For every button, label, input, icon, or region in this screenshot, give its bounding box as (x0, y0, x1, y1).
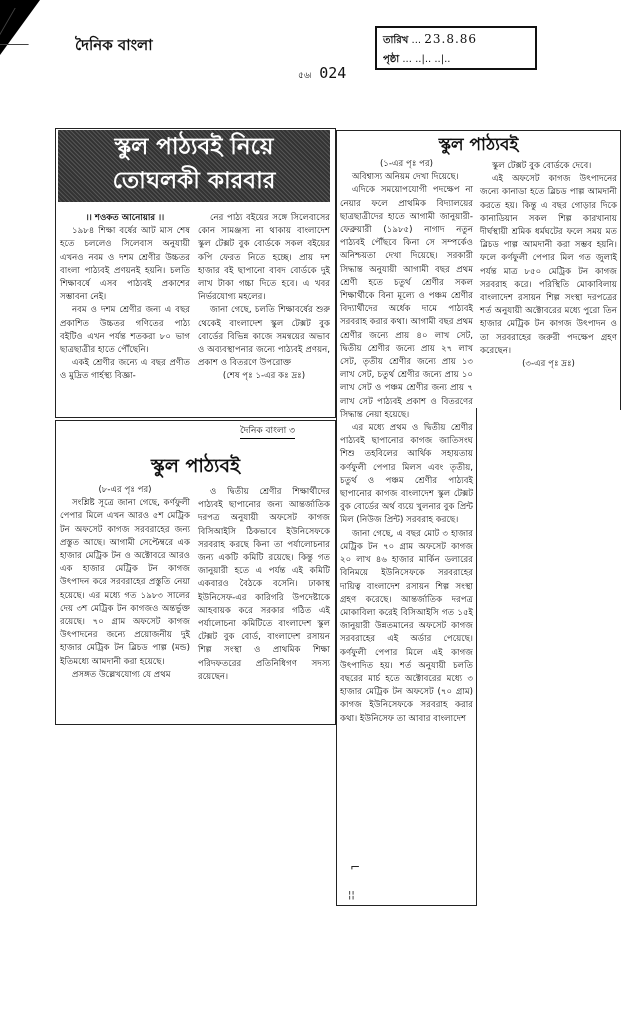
byline: ।। শওকত আনোয়ার ।। (85, 213, 165, 223)
article-2-column-1 (340, 158, 473, 726)
paragraph: জানা গেছে, চলতি শিক্ষাবর্ষের শুরু থেকেই বাংলাদেশ স্কুল টেক্সট বুক বোর্ডের বিভিন্ন কাজে সমন্বয়ের অভাব ও অব্যবস্থাপনার জন্যে পাঠ্যবই প্রণয়ন, প্রকাশ ও বিতরণে উপরোক্ত (198, 305, 330, 369)
paragraph: এদিকে সময়োপযোগী পদক্ষেপ না নেয়ার ফলে প্রাথমিক বিদ্যালয়ের ছাত্রছাত্রীদের হাতে আগামী জানুয়ারী-ফেব্রুয়ারী (১৯৮৫) নাগাদ নতুন পাঠ্যবই পৌঁছবে কিনা সে সম্পর্কেও অনিশ্চয়তা দেখা দিয়েছে। সরকারী সিদ্ধান্ত অনুযায়ী আগামী বছর প্রথম শ্রেণী হতে চতুর্থ শ্রেণীর সকল শিক্ষার্থীকে বিনা মূল্যে ও পঞ্চম শ্রেণীর বিদ্যার্থীদের অর্ধেক দামে পাঠ্যবই সরবরাহ করার কথা। আগামী বছর প্রথম শ্রেণীর জন্যে প্রায় ৪০ লাখ সেট, দ্বিতীয় শ্রেণীর জন্যে প্রায় ২৭ লাখ সেট, তৃতীয় শ্রেণীর জন্যে প্রায় ১৩ লাখ সেট, চতুর্থ শ্রেণীর জন্যে প্রায় ১০ লাখ সেট ও পঞ্চম শ্রেণীর জন্য প্রায় ৭ লাখ সেট পাঠ্যবই প্রকাশ ও বিতরণের সিদ্ধান্ত নেয়া হয়েছে। (340, 185, 473, 420)
paragraph: ও দ্বিতীয় শ্রেণীর শিক্ষার্থীদের পাঠ্যবই ছাপানোর জন্য আন্তর্জাতিক দরপত্র অনুযায়ী অফসেট কাগজ বিসিআইসি ঠিকভাবে ইউনিসেফকে সরবরাহ করছে কিনা তা পর্যালোচনার জন্য একটি কমিটি রয়েছে। কিন্তু গত জানুয়ারী হতে এ পর্যন্ত এই কমিটি একবারও বৈঠকে বসেনি। ঢাকাস্থ ইউনিসেফ-এর কারিগরি উপদেষ্টাকে আহবায়ক করে সরকার গঠিত এই পর্যালোচনা কমিটিতে বাংলাদেশ স্কুল টেক্সট বুক বোর্ড, বাংলাদেশ রসায়ন শিল্প সংস্থা ও প্রাথমিক শিক্ষা পরিদফতরের প্রতিনিধিগণ সদস্য রয়েছেন। (198, 487, 330, 682)
paragraph: স্কুল টেক্সট বুক বোর্ডকে দেবে। (492, 161, 592, 171)
article-1-column-1 (60, 212, 190, 384)
article-2-headline: স্কুল পাঠ্যবই (438, 135, 519, 155)
paragraph: নের পাঠ্য বইয়ের সঙ্গে সিলেবাসের কোন সামঞ্জস্য না থাকায় বাংলাদেশ স্কুল টেক্সট বুক বোর্ডকে সকল বইয়ের কপি ফেরত নিতে হচ্ছে। প্রায় দশ হাজার বই ছাপানো বাবদ বোর্ডকে দুই লাখ টাকা গচ্চা দিতে হবে। এ খবর নির্ভরযোগ্য মহলের। (198, 213, 330, 303)
paragraph: অবিশ্বাস্য অনিয়ম দেখা দিয়েছে। (352, 172, 459, 183)
continued-from-note: (৮-এর পৃঃ পর) (98, 485, 152, 495)
date-stamp: তারিখ ... 23.8.86 পৃষ্ঠা ... ..|.. ..|.. (375, 26, 537, 70)
article-1-headline (58, 130, 330, 202)
page-value: ..|.. ..|.. (415, 54, 451, 65)
paragraph: এই অফসেট কাগজ উৎপাদনের জন্যে কানাডা হতে ব্লিচড পাল্প আমদানী করতে হয়। কিন্তু এ বছর গোড়ার দিকে কানাডিয়ান সকল শিল্প কারখানায় দীর্ঘস্থায়ী শ্রমিক ধর্মঘটের ফলে সময় মত ব্লিচড পাল্প আমদানী করা সম্ভব হয়নি। ফলে কর্ণফুলী পেপার মিল গত জুলাই পর্যন্ত মাত্র ৮৫০ মেট্রিক টন কাগজ সরবরাহ করে। পরিস্থিতি মোকাবিলায় বাংলাদেশ রসায়ন শিল্প সংস্থা দরপত্রের শর্ত অনুযায়ী অক্টোবরের মধ্যে পুরো তিন হাজার মেট্রিক টন কাগজ উৎপাদন ও তা সরবরাহের জরুরী পদক্ষেপ গ্রহণ করেছেন। (480, 174, 617, 356)
page-number-value: 024 (319, 64, 347, 82)
pen-mark: ¦¦ (348, 890, 355, 901)
page-label: পৃষ্ঠা (383, 54, 400, 65)
paragraph: সংশ্লিষ্ট সূত্রে জানা গেছে, কর্ণফুলী পেপার মিলে এখন আরও ৫শ মেট্রিক টন অফসেট কাগজ সরবরাহের জন্য প্রস্তুত আছে। আগামী সেপ্টেম্বরে এক হাজার মেট্রিক টন ও অক্টোবরে আরও এক হাজার মেট্রিক টন কাগজ উৎপাদন করে সরবরাহের প্রস্তুতি নেয়া হয়েছে। এর মধ্যে গত ১৯৮৩ সালের দেয় ৩শ মেট্রিক টন কাগজও অন্তর্ভুক্ত রয়েছে। ৭০ গ্রাম অফসেট কাগজ উৎপাদনের জন্যে প্রয়োজনীয় দুই হাজার মেট্রিক টন ব্লিচড পাল্প (মন্ড) ইতিমধ্যে আমদানী করা হয়েছে। (60, 498, 190, 667)
headline-line-1: স্কুল পাঠ্যবই নিয়ে (114, 134, 274, 160)
continued-note: (৩-এর পৃঃ দ্রঃ) (522, 359, 575, 370)
continued-from-note: (১-এর পৃঃ পর) (379, 159, 434, 169)
paragraph: প্রসঙ্গত উল্লেখযোগ্য যে প্রথম (72, 669, 171, 680)
article-2-column-2 (480, 160, 617, 371)
date-value: 23.8.86 (424, 32, 478, 46)
paragraph: নবম ও দশম শ্রেণীর জন্য এ বছর প্রকাশিত উচ্চতর গণিতের পাঠ্য বইটিও এখন পর্যন্ত শতকরা ৮০ ভাগ ছাত্রছাত্রীর হাতে পৌঁছেনি। (60, 305, 190, 356)
date-label: তারিখ (383, 35, 409, 46)
page-number (298, 64, 346, 83)
source-tag: দৈনিক বাংলা ৩ (240, 423, 295, 439)
newspaper-masthead: দৈনিক বাংলা (75, 36, 153, 54)
paragraph: একই শ্রেণীর জন্যে এ বছর প্রণীত ও মুদ্রিত গার্হস্থ্য বিজ্ঞা- (60, 358, 190, 382)
continued-note: (শেষ পৃঃ ১-এর কঃ দ্রঃ) (222, 371, 306, 382)
headline-line-2: তোঘলকী কারবার (112, 168, 276, 194)
page-prefix: ৫৬৷ (298, 71, 312, 81)
article-3-column-1 (60, 484, 190, 682)
article-3-column-2 (198, 486, 330, 684)
paragraph: ১৯৮৪ শিক্ষা বর্ষের আট মাস শেষ হতে চললেও সিলেবাস অনুযায়ী এখনও নবম ও দশম শ্রেণীর উচ্চতর বাংলা পাঠ্যবই প্রণয়নই হয়নি। চলতি শিক্ষাবর্ষে এসব পাঠ্যবই প্রকাশের সম্ভাবনা নেই। (60, 226, 190, 303)
paragraph: এর মধ্যে প্রথম ও দ্বিতীয় শ্রেণীর পাঠ্যবই ছাপানোর কাগজ জাতিসংঘ শিশু তহবিলের আর্থিক সহায়তায় কর্ণফুলী পেপার মিলস এবং তৃতীয়, চতুর্থ ও পঞ্চম শ্রেণীর পাঠ্যবই ছাপানোর কাগজ বাংলাদেশ স্কুল টেক্সট বুক বোর্ডের অর্থ ব্যয়ে খুলনার বুক প্রিন্ট মিল (নিউজ প্রিন্ট) সরবরাহ করছে। (340, 423, 473, 526)
article-3-headline: স্কুল পাঠ্যবই (151, 455, 240, 477)
article-1-column-2 (198, 212, 330, 384)
paragraph: জানা গেছে, এ বছর মোট ৩ হাজার মেট্রিক টন ৭০ গ্রাম অফসেট কাগজ ২০ লাখ ৪৬ হাজার মার্কিন ডলারের বিনিময়ে ইউনিসেফকে সরবরাহের দায়িত্ব বাংলাদেশ রসায়ন শিল্প সংস্থা গ্রহণ করেছে। আন্তর্জাতিক দরপত্র মোকাবিলা করেই বিসিআইসি গত ১৫ই জানুয়ারী উন্নতমানের অফসেট কাগজ সরবরাহের এই অর্ডার পেয়েছে। কর্ণফুলী পেপার মিলে এই কাগজ উৎপাদিত হয়। শর্ত অনুযায়ী চলতি বছরের মার্চ হতে অক্টোবরের মধ্যে ৩ হাজার মেট্রিক টন অফসেট (৭০ গ্রাম) কাগজ ইউনিসেফকে সরবরাহ করার কথা। ইউনিসেফ তা আবার বাংলাদেশ (340, 528, 473, 724)
pen-mark: ⌐ (350, 860, 361, 874)
